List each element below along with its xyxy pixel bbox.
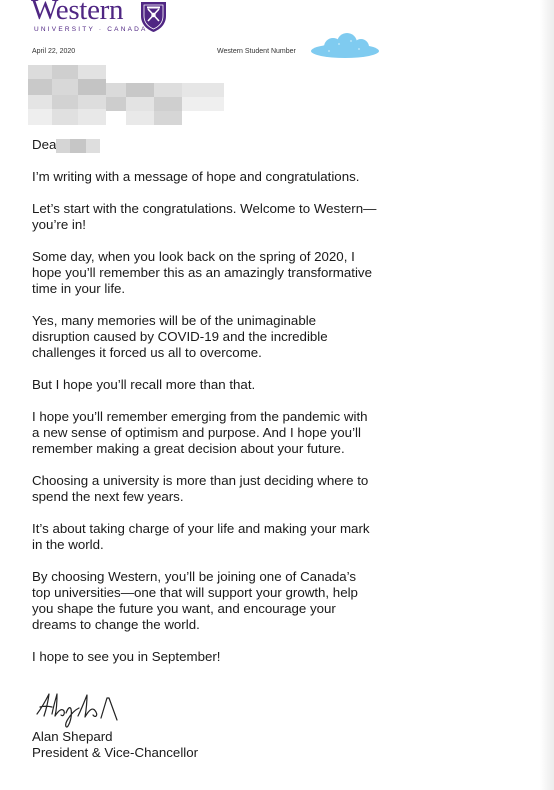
- paragraph-4: Yes, many memories will be of the unimaginable disruption caused by COVID-19 and the incredible challenges it forced us all to overcome.: [32, 313, 328, 360]
- paragraph-5: But I hope you’ll recall more than that.: [32, 377, 256, 392]
- crest-icon: [140, 1, 167, 33]
- recipient-name-redaction: [56, 138, 100, 154]
- signature: [35, 690, 121, 730]
- student-number-label: Western Student Number: [217, 48, 296, 55]
- paragraph-8: It’s about taking charge of your life and making your mark in the world.: [32, 521, 370, 552]
- salutation: Dea: [32, 137, 57, 152]
- student-number-redaction: [309, 32, 381, 60]
- paragraph-1: I’m writing with a message of hope and congratulations.: [32, 169, 360, 184]
- logo-subtitle: UNIVERSITY · CANADA: [34, 26, 148, 33]
- paragraph-6: I hope you’ll remember emerging from the pandemic with a new sense of optimism and purpose. And I hope you’ll remember making a great decision about your future.: [32, 409, 368, 456]
- western-logo: [31, 0, 171, 36]
- letter-body: [32, 137, 377, 681]
- page-edge-shadow: [540, 0, 554, 790]
- logo-wordmark: Western: [31, 0, 124, 26]
- paragraph-10: I hope to see you in September!: [32, 649, 221, 664]
- address-redaction: [28, 65, 226, 127]
- paragraph-7: Choosing a university is more than just deciding where to spend the next few years.: [32, 473, 369, 504]
- letter-date: April 22, 2020: [32, 48, 76, 55]
- paragraph-9: By choosing Western, you’ll be joining one of Canada’s top universities—one that will support your growth, help you shape the future you want, and encourage your dreams to change the world.: [32, 569, 358, 632]
- signer-name: Alan Shepard: [32, 729, 113, 744]
- paragraph-3: Some day, when you look back on the spring of 2020, I hope you’ll remember this as an amazingly transformative time in your life.: [32, 249, 372, 296]
- signer-title: President & Vice-Chancellor: [32, 745, 199, 760]
- paragraph-2: Let’s start with the congratulations. Welcome to Western—you’re in!: [32, 201, 377, 232]
